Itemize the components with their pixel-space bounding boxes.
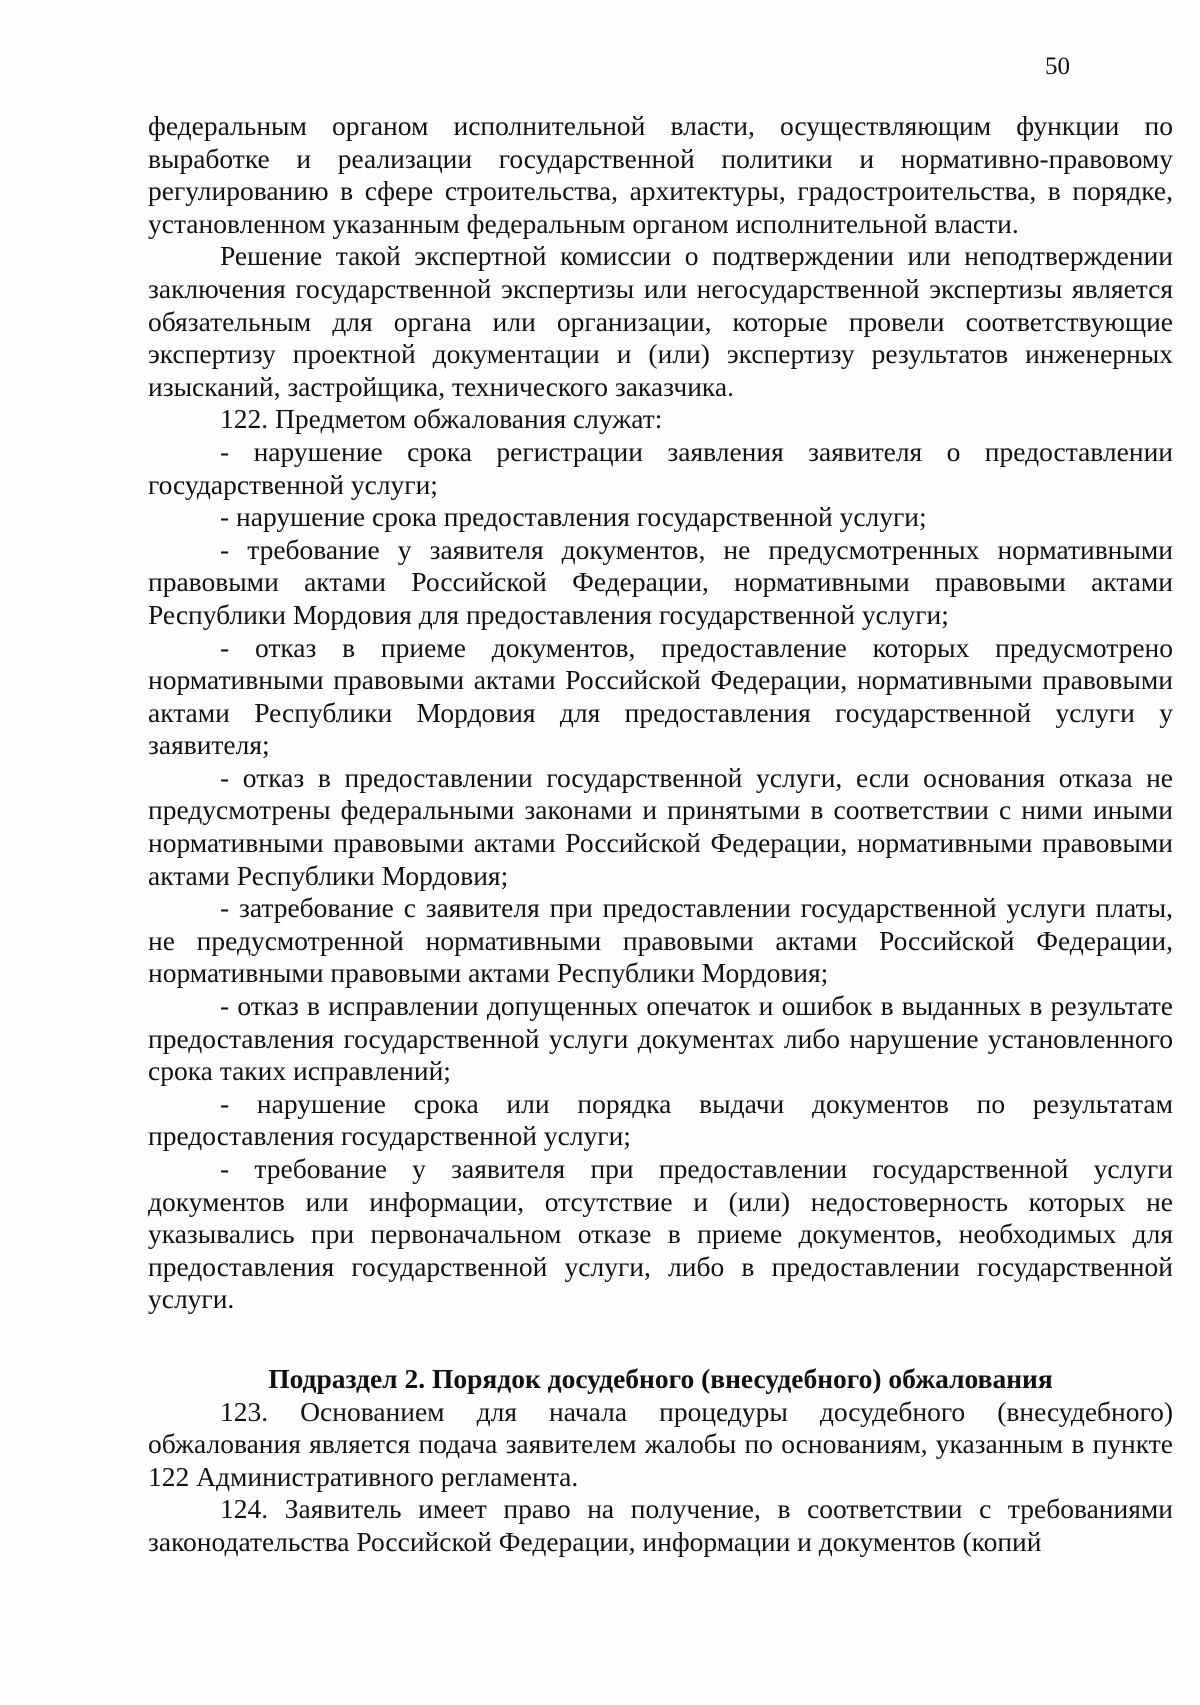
- list-item: - отказ в исправлении допущенных опечаток и ошибок в выданных в результате предоставления государственной услуги документах либо нарушение установленного срока таких исправлений;: [148, 990, 1173, 1087]
- list-item: - нарушение срока регистрации заявления заявителя о предоставлении государственной услуги;: [148, 435, 1173, 500]
- paragraph-continuation: федеральным органом исполнительной власти, осуществляющим функции по выработке и реализации государственной политики и нормативно-правовому регулированию в сфере строительства, архитектуры, градостроительства, в порядке, установленном указанным федеральным органом исполнительной власти.: [148, 110, 1173, 239]
- list-item: - нарушение срока предоставления государственной услуги;: [220, 501, 927, 533]
- paragraph-122: 122. Предметом обжалования служат:: [220, 403, 663, 435]
- paragraph-123: 123. Основанием для начала процедуры досудебного (внесудебного) обжалования является подача заявителем жалобы по основаниям, указанным в пункте 122 Административного регламента.: [148, 1395, 1173, 1492]
- page-number: 50: [1045, 53, 1070, 80]
- paragraph-expert-commission: Решение такой экспертной комиссии о подтверждении или неподтверждении заключения государственной экспертизы или негосударственной экспертизы является обязательным для органа или организации, которые провели соответствующие экспертизу проектной документации и (или) экспертизу результатов инженерных изысканий, застройщика, технического заказчика.: [148, 240, 1173, 402]
- list-item: - нарушение срока или порядка выдачи документов по результатам предоставления государственной услуги;: [148, 1087, 1173, 1152]
- list-item: - требование у заявителя документов, не предусмотренных нормативными правовыми актами Российской Федерации, нормативными правовыми актами Республики Мордовия для предоставления государственной услуги;: [148, 533, 1173, 630]
- subsection-heading: Подраздел 2. Порядок досудебного (внесудебного) обжалования: [268, 1362, 1053, 1394]
- list-item: - отказ в приеме документов, предоставление которых предусмотрено нормативными правовыми актами Российской Федерации, нормативными правовыми актами Республики Мордовия для предоставления государственной услуги у заявителя;: [148, 631, 1173, 761]
- list-item: - требование у заявителя при предоставлении государственной услуги документов или информации, отсутствие и (или) недостоверность которых не указывались при первоначальном отказе в приеме документов, необходимых для предоставления государственной услуги, либо в предоставлении государственной услуги.: [148, 1153, 1173, 1315]
- paragraph-124: 124. Заявитель имеет право на получение, в соответствии с требованиями законодательства Российской Федерации, информации и документов (копий: [148, 1493, 1173, 1557]
- list-item: - отказ в предоставлении государственной услуги, если основания отказа не предусмотрены федеральными законами и принятыми в соответствии с ними иными нормативными правовыми актами Российской Федерации, нормативными правовыми актами Республики Мордовия;: [148, 761, 1173, 891]
- document-body: [148, 110, 1173, 1559]
- list-item: - затребование с заявителя при предоставлении государственной услуги платы, не предусмотренной нормативными правовыми актами Российской Федерации, нормативными правовыми актами Республики Мордовия;: [148, 892, 1173, 989]
